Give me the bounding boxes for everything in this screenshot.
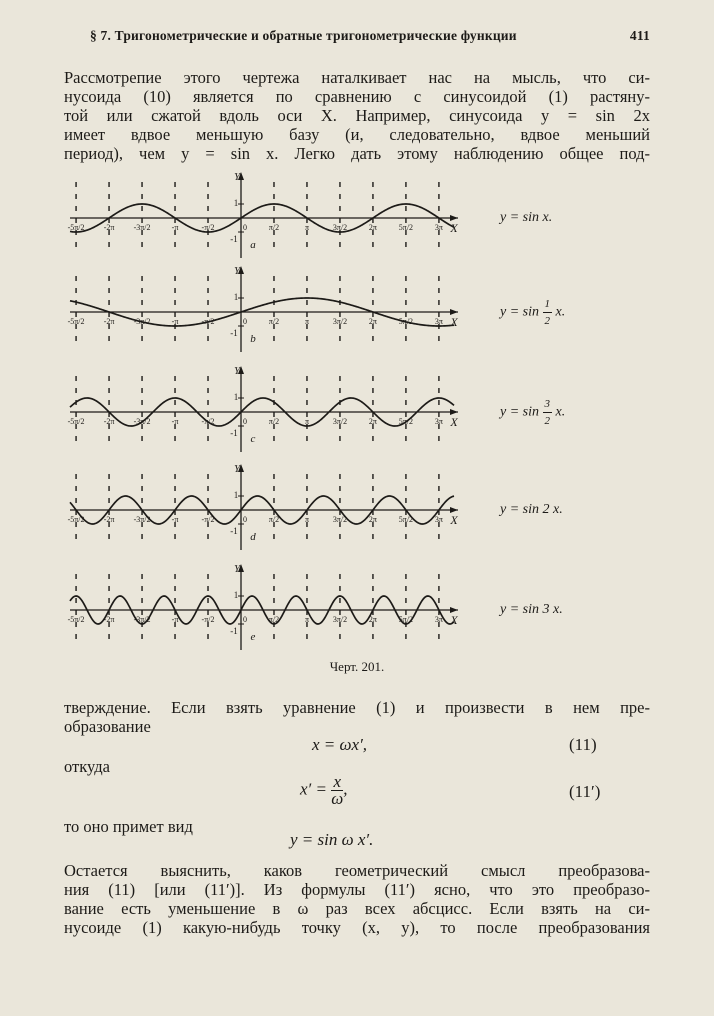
tick-label: π/2 <box>268 417 280 426</box>
tick-label: 5π/2 <box>398 515 414 524</box>
tick-label: -π <box>171 515 179 524</box>
text-line: ния (11) [или (11′)]. Из формулы (11′) ясно, что это преобразо- <box>64 880 650 899</box>
tick-label: -2π <box>103 515 115 524</box>
tick-label: -3π/2 <box>133 417 151 426</box>
word-otkuda: откуда <box>64 757 110 776</box>
text-line: вание есть уменьшение в ω раз всех абсцисс. Если взять на си- <box>64 899 650 918</box>
tick-label: π <box>304 317 309 326</box>
tick-label: π <box>304 223 309 232</box>
fraction <box>543 296 553 329</box>
plot-letter: d <box>250 531 256 543</box>
tick-label: -3π/2 <box>133 223 151 232</box>
plot-equation: y = sin x. <box>500 210 553 225</box>
text-line: образование <box>64 717 151 736</box>
equation-11-prime <box>300 774 348 807</box>
label-axis-x: X <box>450 513 458 527</box>
label-axis-x: X <box>450 315 458 329</box>
tick-label: -π <box>171 615 179 624</box>
tick-label: 5π/2 <box>398 417 414 426</box>
tick-label: π/2 <box>268 317 280 326</box>
plot-equation: y = sin 3 x. <box>500 602 563 617</box>
paragraph-intro <box>64 68 650 163</box>
equation-11-prime-tail: , <box>343 779 348 799</box>
label-axis-y: Y <box>233 563 241 575</box>
label-one: 1 <box>233 198 239 208</box>
tick-label: -5π/2 <box>67 317 85 326</box>
plot-equation <box>500 396 565 429</box>
tick-label: 3π/2 <box>332 615 348 624</box>
label-axis-x: X <box>450 613 458 627</box>
label-minus-one: -1 <box>230 328 238 338</box>
tick-label: -3π/2 <box>133 515 151 524</box>
plot-equation-post: x. <box>552 404 566 420</box>
label-one: 1 <box>233 590 239 600</box>
plot-letter: e <box>250 631 256 643</box>
tick-label: -5π/2 <box>67 515 85 524</box>
equation-final: y = sin ω x′. <box>290 830 374 849</box>
tick-label: -π <box>171 223 179 232</box>
tick-label: -2π <box>103 223 115 232</box>
tick-label: π <box>304 515 309 524</box>
tick-label: 3π/2 <box>332 223 348 232</box>
tick-label: -2π <box>103 317 115 326</box>
word-to-ono: то оно примет вид <box>64 817 193 836</box>
text-line: тверждение. Если взять уравнение (1) и произвести в нем пре- <box>64 698 650 717</box>
tick-label: -π/2 <box>201 615 215 624</box>
tick-label: π <box>304 615 309 624</box>
label-axis-y: Y <box>233 265 241 277</box>
equation-11-number: (11) <box>569 735 597 754</box>
plot-equation <box>500 296 565 329</box>
plot-equation: y = sin 2 x. <box>500 502 563 517</box>
tick-label: 3π/2 <box>332 417 348 426</box>
text-line: нусоида (10) является по сравнению с синусоидой (1) растяну- <box>64 87 650 106</box>
tick-label: 5π/2 <box>398 223 414 232</box>
label-axis-y: Y <box>233 365 241 377</box>
plot-equation-post: x. <box>552 304 566 320</box>
figure-caption: Черт. 201. <box>329 659 385 674</box>
text-line: период), чем y = sin x. Легко дать этому наблюдению общее под- <box>64 144 650 163</box>
tick-label: 3π/2 <box>332 317 348 326</box>
tick-label: -3π/2 <box>133 615 151 624</box>
tick-label: 2π <box>368 317 377 326</box>
plot-letter: c <box>250 433 256 445</box>
plot-equation-pre: y = sin <box>500 404 543 420</box>
tick-label: -π <box>171 417 179 426</box>
label-minus-one: -1 <box>230 428 238 438</box>
plot-letter: a <box>250 239 256 251</box>
tick-label: -π/2 <box>201 417 215 426</box>
tick-label: -2π <box>103 417 115 426</box>
tick-label: 2π <box>368 515 377 524</box>
text-line: нусоиде (1) какую-нибудь точку (x, y), то после преобразования <box>64 918 650 937</box>
label-one: 1 <box>233 292 239 302</box>
tick-label: 5π/2 <box>398 615 414 624</box>
label-one: 1 <box>233 490 239 500</box>
tick-label: -5π/2 <box>67 417 85 426</box>
label-origin: 0 <box>243 417 247 426</box>
text-line: Остается выяснить, каков геометрический смысл преобразова- <box>64 861 650 880</box>
label-minus-one: -1 <box>230 526 238 536</box>
tick-label: -3π/2 <box>133 317 151 326</box>
equation-11: x = ωx′, <box>312 735 368 754</box>
fraction-denominator: 2 <box>544 315 550 327</box>
equation-11-prime-lhs: x′ = <box>300 779 327 799</box>
label-axis-x: X <box>450 221 458 235</box>
tick-label: -π/2 <box>201 515 215 524</box>
tick-label: 3π <box>434 515 443 524</box>
fraction-numerator: 1 <box>543 296 553 313</box>
text-line: имеет вдвое меньшую базу (и, следовательно, вдвое меньший <box>64 125 650 144</box>
label-origin: 0 <box>243 223 247 232</box>
label-minus-one: -1 <box>230 234 238 244</box>
label-origin: 0 <box>243 515 247 524</box>
text-line: той или сжатой вдоль оси X. Например, синусоида y = sin 2x <box>64 106 650 125</box>
fraction <box>543 396 553 429</box>
text-line: Рассмотрепие этого чертежа наталкивает нас на мысль, что си- <box>64 68 650 87</box>
section-title: § 7. Тригонометрические и обратные тригонометрические функции <box>90 28 517 43</box>
label-origin: 0 <box>243 615 247 624</box>
fraction <box>331 774 343 807</box>
label-axis-x: X <box>450 415 458 429</box>
tick-label: π <box>304 417 309 426</box>
plot-letter: b <box>250 333 256 345</box>
running-header <box>90 28 650 44</box>
label-axis-y: Y <box>233 171 241 183</box>
label-axis-y: Y <box>233 463 241 475</box>
tick-label: -5π/2 <box>67 223 85 232</box>
tick-label: -π <box>171 317 179 326</box>
label-origin: 0 <box>243 317 247 326</box>
tick-label: 3π <box>434 417 443 426</box>
plot-equation-pre: y = sin <box>500 304 543 320</box>
tick-label: 2π <box>368 417 377 426</box>
fraction-denominator: 2 <box>544 415 550 427</box>
fraction-numerator: 3 <box>543 396 553 413</box>
tick-label: π/2 <box>268 223 280 232</box>
label-one: 1 <box>233 392 239 402</box>
sine-figure <box>0 160 714 680</box>
tick-label: 3π/2 <box>332 515 348 524</box>
fraction-denominator: ω <box>331 789 344 808</box>
tick-label: -π/2 <box>201 223 215 232</box>
tick-label: 2π <box>368 615 377 624</box>
tick-label: π/2 <box>268 615 280 624</box>
tick-label: 5π/2 <box>398 317 414 326</box>
fraction-numerator: x <box>331 774 343 791</box>
tick-label: 3π <box>434 615 443 624</box>
tick-label: -π/2 <box>201 317 215 326</box>
page-number: 411 <box>629 28 650 43</box>
tick-label: 2π <box>368 223 377 232</box>
equation-11-prime-number: (11′) <box>569 782 601 801</box>
label-minus-one: -1 <box>230 626 238 636</box>
tick-label: -2π <box>103 615 115 624</box>
paragraph-statement <box>64 698 650 736</box>
tick-label: 3π <box>434 317 443 326</box>
tick-label: -5π/2 <box>67 615 85 624</box>
tick-label: 3π <box>434 223 443 232</box>
tick-label: π/2 <box>268 515 280 524</box>
paragraph-explanation <box>64 861 650 937</box>
